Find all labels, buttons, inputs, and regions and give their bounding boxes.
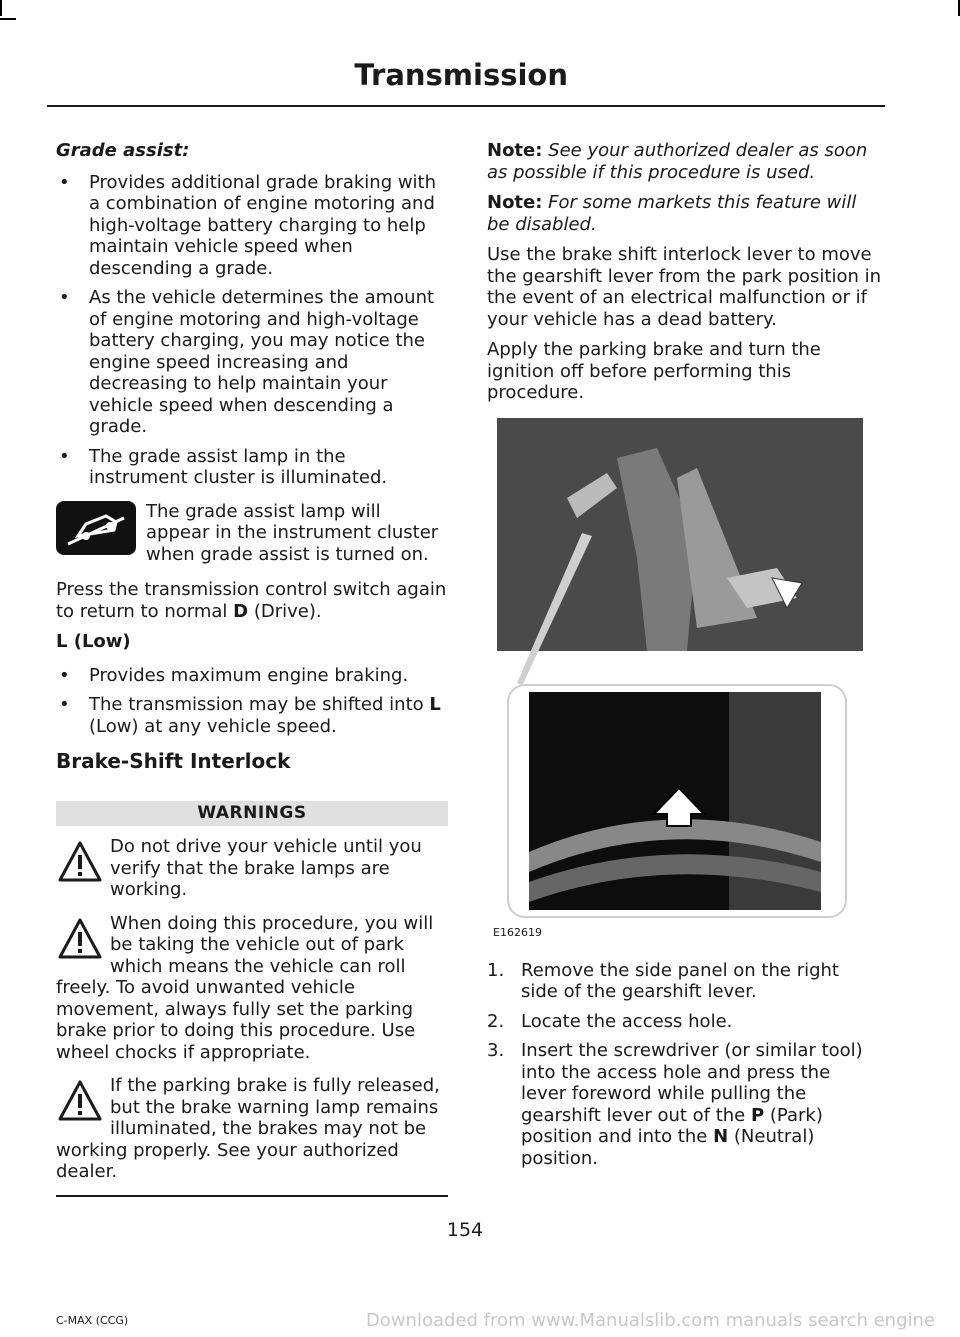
interlock-figure — [487, 418, 867, 948]
warning-triangle-icon — [58, 840, 102, 884]
warning-triangle-icon — [58, 1079, 102, 1123]
grade-bullet: • As the vehicle determines the amount of engine motoring and high-voltage battery charging, you may notice the engine speed increasing and decreasing to help maintain your vehicle speed when descending a grade. — [56, 287, 448, 438]
figure-id: E162619 — [493, 926, 542, 939]
low-bullet: • Provides maximum engine braking. — [56, 665, 448, 687]
site-watermark: Downloaded from www.Manualslib.com manuals search engine — [365, 1310, 935, 1331]
low-bullet: • The transmission may be shifted into L (Low) at any vehicle speed. — [56, 694, 448, 737]
apply-brake-paragraph: Apply the parking brake and turn the ignition off before performing this procedure. — [487, 339, 821, 403]
warning-triangle-icon — [58, 917, 102, 961]
grade-assist-lamp-icon — [56, 501, 136, 555]
interlock-heading: Brake-Shift Interlock — [56, 749, 291, 773]
warning-item: Do not drive your vehicle until you verify that the brake lamps are working. — [56, 836, 448, 901]
model-label: C-MAX (CCG) — [56, 1314, 129, 1327]
detail-callout-line — [487, 418, 867, 718]
step-item: 2. Locate the access hole. — [487, 1010, 733, 1032]
access-hole-detail — [507, 684, 847, 918]
low-heading: L (Low) — [56, 631, 131, 652]
warning-item: When doing this procedure, you will be taking the vehicle out of park which means the vehicle can roll freely. To avoid unwanted vehicle movement, always fully set the parking brake prior to doing this procedure. Use wheel chocks if appropriate. — [56, 912, 434, 1063]
left-column — [56, 140, 448, 1197]
warning-item: If the parking brake is fully released, but the brake warning lamp remains illuminated, the brakes may not be working properly. See your authorized dealer. — [56, 1075, 440, 1182]
press-paragraph: Press the transmission control switch again to return to normal D (Drive). — [56, 579, 447, 622]
interlock-paragraph: Use the brake shift interlock lever to move the gearshift lever from the park position in the event of an electrical malfunction or if your vehicle has a dead battery. — [487, 244, 882, 330]
page-number: 154 — [446, 1219, 484, 1241]
grade-lamp-note — [56, 501, 448, 566]
warnings-banner: WARNINGS — [56, 801, 448, 827]
crop-mark — [0, 0, 2, 16]
warnings-end-rule — [56, 1195, 448, 1197]
step-item: 3. Insert the screwdriver (or similar tool) into the access hole and press the lever foreword while pulling the gearshift lever out of the P (Park) position and into the N (Neutral) position. — [487, 1040, 863, 1169]
grade-bullet: • Provides additional grade braking with a combination of engine motoring and high-voltage battery charging to help maintain vehicle speed when descending a grade. — [56, 172, 448, 280]
grade-bullet: • The grade assist lamp in the instrument cluster is illuminated. — [56, 446, 448, 489]
step-item: 1. Remove the side panel on the right side of the gearshift lever. — [487, 959, 839, 1002]
header-rule — [47, 105, 885, 107]
crop-mark — [0, 18, 16, 20]
note-2: Note: For some markets this feature will be disabled. — [487, 192, 857, 235]
grade-lamp-text: The grade assist lamp will appear in the instrument cluster when grade assist is turned on. — [146, 500, 439, 565]
right-column — [487, 140, 881, 1177]
grade-assist-heading: Grade assist: — [56, 140, 190, 161]
note-1: Note: See your authorized dealer as soon as possible if this procedure is used. — [487, 140, 868, 183]
page-title: Transmission — [354, 58, 568, 92]
